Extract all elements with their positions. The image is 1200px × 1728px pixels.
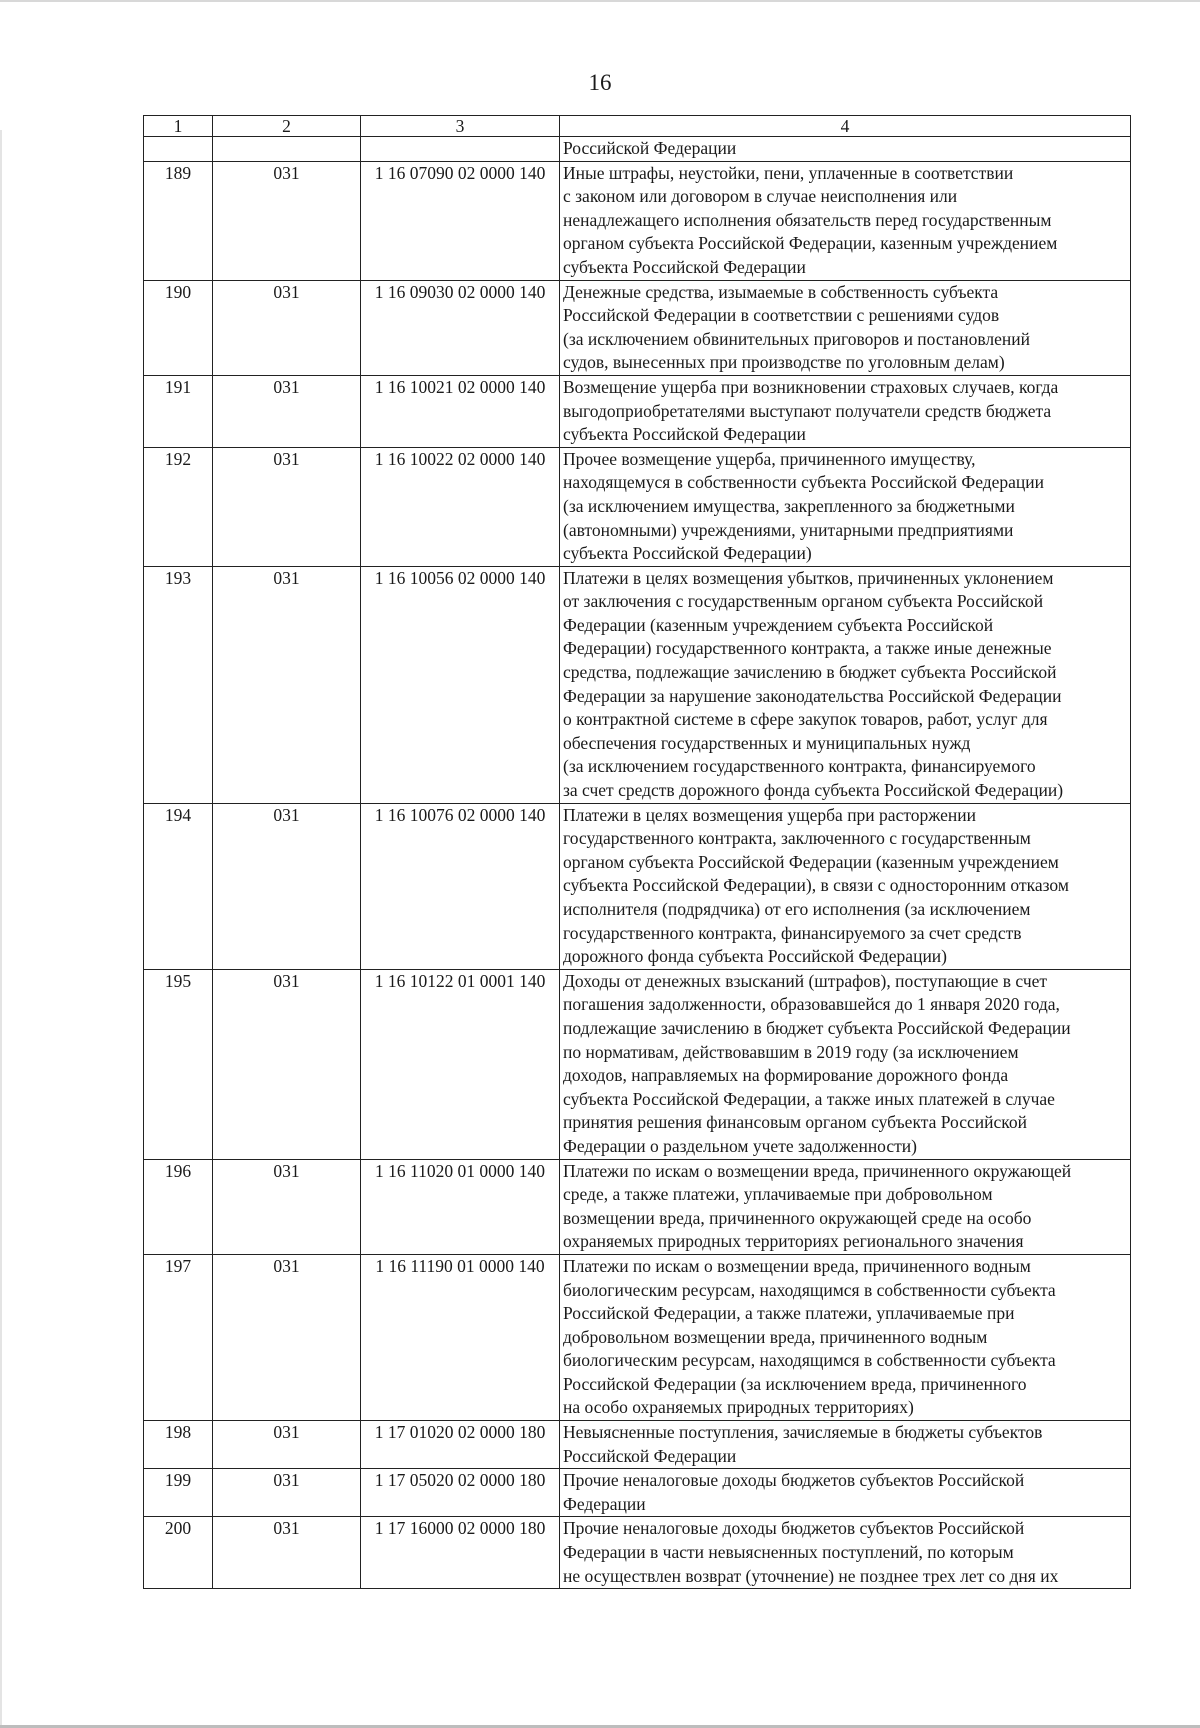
description-line: от заключения с государственным органом субъекта Российской <box>563 591 1044 612</box>
column-header-admin-code: 2 <box>213 116 361 137</box>
admin-code-cell: 031 <box>213 1159 361 1254</box>
admin-code-cell: 031 <box>213 969 361 1159</box>
description-line: выгодоприобретателями выступают получатели средств бюджета <box>563 400 1052 421</box>
admin-code-cell: 031 <box>213 1421 361 1469</box>
kbk-code-cell: 1 16 10122 01 0001 140 <box>361 969 560 1159</box>
kbk-code-cell <box>361 137 560 162</box>
description-line: о контрактной системе в сфере закупок товаров, работ, услуг для <box>563 709 1048 730</box>
description-cell <box>560 1254 1131 1420</box>
row-number-cell: 198 <box>144 1421 213 1469</box>
description-line: находящемуся в собственности субъекта Российской Федерации <box>563 472 1045 493</box>
scan-edge-top <box>0 0 1200 2</box>
description-line: органом субъекта Российской Федерации (казенным учреждением <box>563 851 1059 872</box>
description-line: исполнителя (подрядчика) от его исполнения (за исключением <box>563 899 1031 919</box>
description-cell <box>560 280 1131 375</box>
description-line: органом субъекта Российской Федерации, казенным учреждением <box>563 233 1058 254</box>
description-line: Невыясненные поступления, зачисляемые в бюджеты субъектов <box>563 1422 1043 1443</box>
row-number-cell <box>144 137 213 162</box>
row-number-cell: 196 <box>144 1159 213 1254</box>
kbk-code-cell: 1 16 11190 01 0000 140 <box>361 1254 560 1420</box>
description-line: Денежные средства, изымаемые в собственность субъекта <box>563 281 999 302</box>
description-line: (за исключением имущества, закрепленного за бюджетными <box>563 495 1015 516</box>
description-line: (за исключением обвинительных приговоров и постановлений <box>563 328 1030 349</box>
table-body <box>144 137 1131 1589</box>
description-line: Прочее возмещение ущерба, причиненного имуществу, <box>563 448 976 469</box>
column-header-description: 4 <box>560 116 1131 137</box>
description-line: среде, а также платежи, уплачиваемые при добровольном <box>563 1184 993 1205</box>
description-line: обеспечения государственных и муниципальных нужд <box>563 732 971 753</box>
description-line: доходов, направляемых на формирование дорожного фонда <box>563 1065 1009 1086</box>
admin-code-cell: 031 <box>213 447 361 566</box>
description-line: Платежи по искам о возмещении вреда, причиненного водным <box>563 1255 1031 1276</box>
description-line: судов, вынесенных при производстве по уголовным делам) <box>563 352 1005 373</box>
description-cell <box>560 803 1131 969</box>
description-line: средства, подлежащие зачислению в бюджет субъекта Российской <box>563 662 1057 683</box>
admin-code-cell: 031 <box>213 1254 361 1420</box>
description-line: биологическим ресурсам, находящимся в собственности субъекта <box>563 1350 1056 1371</box>
row-number-cell: 191 <box>144 375 213 447</box>
admin-code-cell: 031 <box>213 280 361 375</box>
description-line: Российской Федерации (за исключением вреда, причиненного <box>563 1373 1027 1394</box>
admin-code-cell: 031 <box>213 1469 361 1517</box>
description-line: не осуществлен возврат (уточнение) не позднее трех лет со дня их <box>563 1565 1059 1586</box>
admin-code-cell: 031 <box>213 161 361 280</box>
description-line: Федерации о раздельном учете задолженности) <box>563 1135 917 1156</box>
table-row <box>144 137 1131 162</box>
row-number-cell: 199 <box>144 1469 213 1517</box>
description-line: дорожного фонда субъекта Российской Федерации) <box>563 946 948 967</box>
description-cell <box>560 447 1131 566</box>
description-line: субъекта Российской Федерации), в связи с односторонним отказом <box>563 875 1069 896</box>
description-line: Доходы от денежных взысканий (штрафов), поступающие в счет <box>563 970 1048 991</box>
description-line: за счет средств дорожного фонда субъекта Российской Федерации) <box>563 780 1064 801</box>
table-row <box>144 447 1131 566</box>
description-cell <box>560 566 1131 803</box>
description-line: Федерации) государственного контракта, а также иные денежные <box>563 638 1052 659</box>
description-line: субъекта Российской Федерации <box>563 256 806 277</box>
table-header-row <box>144 116 1131 137</box>
description-line: субъекта Российской Федерации) <box>563 543 812 564</box>
description-line: Российской Федерации <box>563 1445 737 1466</box>
table-row <box>144 161 1131 280</box>
kbk-code-cell: 1 16 10022 02 0000 140 <box>361 447 560 566</box>
description-cell <box>560 161 1131 280</box>
table-row <box>144 803 1131 969</box>
kbk-code-cell: 1 17 16000 02 0000 180 <box>361 1517 560 1589</box>
row-number-cell: 190 <box>144 280 213 375</box>
column-header-kbk: 3 <box>361 116 560 137</box>
description-line: Прочие неналоговые доходы бюджетов субъектов Российской <box>563 1470 1025 1491</box>
description-line: Платежи в целях возмещения убытков, причиненных уклонением <box>563 567 1054 588</box>
description-line: принятия решения финансовым органом субъекта Российской <box>563 1112 1027 1133</box>
description-line: Федерации за нарушение законодательства Российской Федерации <box>563 685 1062 706</box>
kbk-code-cell: 1 17 01020 02 0000 180 <box>361 1421 560 1469</box>
row-number-cell: 192 <box>144 447 213 566</box>
admin-code-cell: 031 <box>213 566 361 803</box>
table-row <box>144 969 1131 1159</box>
row-number-cell: 200 <box>144 1517 213 1589</box>
description-line: ненадлежащего исполнения обязательств перед государственным <box>563 209 1052 230</box>
description-line: (автономными) учреждениями, унитарными предприятиями <box>563 519 1014 540</box>
row-number-cell: 194 <box>144 803 213 969</box>
description-line: охраняемых природных территориях регионального значения <box>563 1231 1024 1252</box>
kbk-code-cell: 1 16 10056 02 0000 140 <box>361 566 560 803</box>
description-line: субъекта Российской Федерации <box>563 424 806 445</box>
row-number-cell: 197 <box>144 1254 213 1420</box>
table-row <box>144 1469 1131 1517</box>
description-line: Прочие неналоговые доходы бюджетов субъектов Российской <box>563 1518 1025 1539</box>
row-number-cell: 193 <box>144 566 213 803</box>
admin-code-cell <box>213 137 361 162</box>
kbk-code-cell: 1 17 05020 02 0000 180 <box>361 1469 560 1517</box>
description-line: Российской Федерации в соответствии с решениями судов <box>563 305 1000 326</box>
revenue-codes-table <box>143 115 1131 1589</box>
description-line: Российской Федерации, а также платежи, уплачиваемые при <box>563 1303 1015 1324</box>
description-line: Иные штрафы, неустойки, пени, уплаченные в соответствии <box>563 162 1014 183</box>
description-line: Платежи по искам о возмещении вреда, причиненного окружающей <box>563 1160 1072 1181</box>
description-line: Платежи в целях возмещения ущерба при расторжении <box>563 804 976 825</box>
table-row <box>144 1254 1131 1420</box>
description-line: Федерации <box>563 1493 646 1514</box>
page-number: 16 <box>588 70 612 95</box>
description-cell <box>560 1421 1131 1469</box>
description-cell <box>560 137 1131 162</box>
table-row <box>144 566 1131 803</box>
description-line: субъекта Российской Федерации, а также иных платежей в случае <box>563 1088 1055 1109</box>
description-line: биологическим ресурсам, находящимся в собственности субъекта <box>563 1279 1056 1300</box>
scan-edge-left <box>0 130 2 1728</box>
description-line: Федерации в части невыясненных поступлений, по которым <box>563 1542 1014 1563</box>
table-row <box>144 280 1131 375</box>
kbk-code-cell: 1 16 07090 02 0000 140 <box>361 161 560 280</box>
description-line: Федерации (казенным учреждением субъекта Российской <box>563 614 994 635</box>
description-line: с законом или договором в случае неисполнения или <box>563 186 958 207</box>
description-line: Возмещение ущерба при возникновении страховых случаев, когда <box>563 376 1059 397</box>
description-line: по нормативам, действовавшим в 2019 году (за исключением <box>563 1041 1019 1062</box>
kbk-code-cell: 1 16 11020 01 0000 140 <box>361 1159 560 1254</box>
description-line: возмещении вреда, причиненного окружающей среде на особо <box>563 1207 1032 1228</box>
admin-code-cell: 031 <box>213 1517 361 1589</box>
table-row <box>144 1421 1131 1469</box>
description-cell <box>560 1517 1131 1589</box>
table-row <box>144 1517 1131 1589</box>
description-cell <box>560 1469 1131 1517</box>
description-cell <box>560 969 1131 1159</box>
description-line: Российской Федерации <box>563 138 737 158</box>
description-line: (за исключением государственного контракта, финансируемого <box>563 756 1036 777</box>
description-line: государственного контракта, финансируемого за счет средств <box>563 922 1022 943</box>
description-line: на особо охраняемых природных территориях) <box>563 1397 914 1418</box>
kbk-code-cell: 1 16 10021 02 0000 140 <box>361 375 560 447</box>
description-line: государственного контракта, заключенного с государственным <box>563 828 1031 849</box>
description-cell <box>560 1159 1131 1254</box>
table-row <box>144 1159 1131 1254</box>
kbk-code-cell: 1 16 10076 02 0000 140 <box>361 803 560 969</box>
description-cell <box>560 375 1131 447</box>
admin-code-cell: 031 <box>213 803 361 969</box>
column-header-number: 1 <box>144 116 213 137</box>
row-number-cell: 189 <box>144 161 213 280</box>
table-row <box>144 375 1131 447</box>
description-line: добровольном возмещении вреда, причиненного водным <box>563 1326 988 1347</box>
description-line: погашения задолженности, образовавшейся до 1 января 2020 года, <box>563 994 1060 1015</box>
row-number-cell: 195 <box>144 969 213 1159</box>
admin-code-cell: 031 <box>213 375 361 447</box>
kbk-code-cell: 1 16 09030 02 0000 140 <box>361 280 560 375</box>
description-line: подлежащие зачислению в бюджет субъекта Российской Федерации <box>563 1017 1071 1038</box>
